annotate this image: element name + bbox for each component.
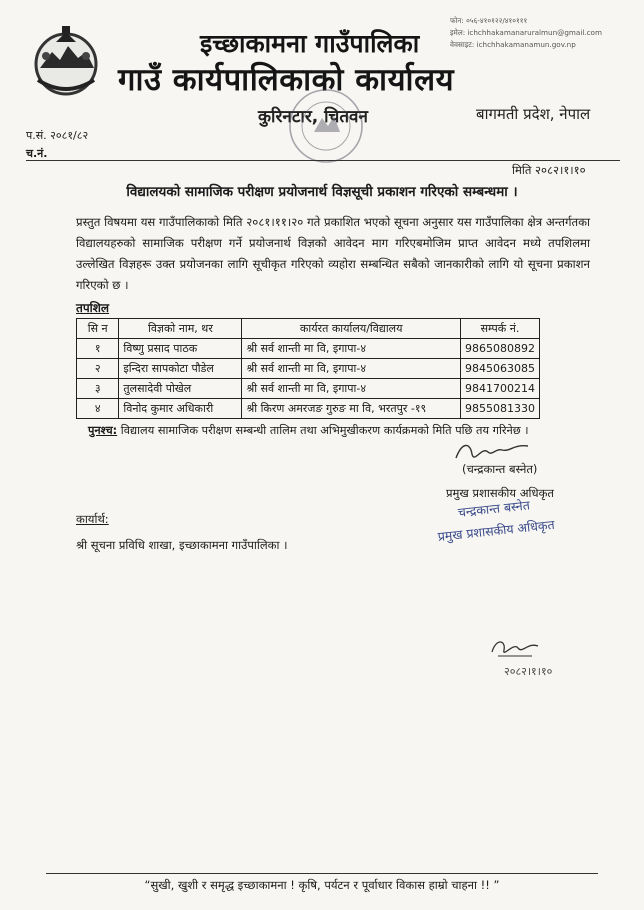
contact-email: इमेल: ichchhakamanaruralmun@gmail.com (450, 28, 602, 37)
footer-divider (46, 873, 598, 874)
nepal-emblem-icon (26, 22, 106, 102)
contact-phone: फोन: ०५६-४१०१२२/४१०१११ (450, 16, 528, 25)
signature-date: २०८२।१।१० (504, 665, 553, 678)
footer-slogan: “सुखी, खुशी र समृद्ध इच्छाकामना ! कृषि, पर्यटन र पूर्वाधार विकास हाम्रो चाहना !! ” (144, 878, 500, 892)
row-office: श्री सर्व शान्ती मा वि, इगापा-४ (242, 339, 461, 359)
signatory-title: प्रमुख प्रशासकीय अधिकृत (446, 486, 554, 500)
office-stamp-icon (286, 86, 366, 166)
col-serial: सि न (77, 319, 119, 339)
row-serial: ४ (77, 399, 119, 419)
table-row (77, 359, 540, 379)
expert-list-table (76, 318, 540, 419)
row-name: विनोद कुमार अधिकारी (119, 399, 242, 419)
for-action-label: कार्यार्थ: (76, 512, 109, 526)
contact-website: वेवसाइट: ichchhakamanamun.gov.np (450, 40, 576, 49)
letter-body: प्रस्तुत विषयमा यस गाउँपालिकाको मिति २०८१।११।२० गते प्रकाशित भएको सूचना अनुसार यस गाउँपालिका क्षेत्र अन्तर्गतका विद्यालयहरुको सामाजिक परीक्षण गर्ने प्रयोजनार्थ विज्ञको आवेदन माग गरिएबमोजिम प्राप्त आवेदन मध्ये तपशिलमा उल्लेखित विज्ञहरू उक्त प्रयोजनका लागि सूचीकृत गरिएको व्यहोरा सम्बन्धित सबैको जानकारीको लागि यो सूचना प्रकाशन गरिएको छ । (76, 215, 590, 292)
dispatch-number: च.नं. (26, 147, 48, 160)
postscript-text: विद्यालय सामाजिक परीक्षण सम्बन्धी तालिम तथा अभिमुखीकरण कार्यक्रमको मिति पछि तय गरिनेछ । (117, 424, 529, 437)
row-phone: 9855081330 (460, 399, 539, 419)
stamp-title: प्रमुख प्रशासकीय अधिकृत (436, 516, 556, 545)
col-phone: सम्पर्क नं. (460, 319, 539, 339)
postscript-note (88, 423, 529, 438)
row-phone: 9845063085 (460, 359, 539, 379)
for-action-recipient: श्री सूचना प्रविधि शाखा, इच्छाकामना गाउँपालिका । (76, 538, 288, 552)
table-row (77, 379, 540, 399)
postscript-label: पुनश्च: (88, 424, 118, 437)
signatory-name: (चन्द्रकान्त बस्नेत) (462, 462, 538, 476)
letter-subject: विद्यालयको सामाजिक परीक्षण प्रयोजनार्थ विज्ञसूची प्रकाशन गरिएको सम्बन्धमा । (126, 184, 518, 200)
signatory-rubber-stamp (418, 490, 572, 549)
table-title: तपशिल (76, 301, 110, 315)
row-office: श्री सर्व शान्ती मा वि, इगापा-४ (242, 359, 461, 379)
row-phone: 9865080892 (460, 339, 539, 359)
row-office: श्री किरण अमरजङ गुरुङ मा वि, भरतपुर -१९ (242, 399, 461, 419)
row-serial: २ (77, 359, 119, 379)
stamp-name: चन्द्रकान्त बस्नेत (457, 497, 531, 520)
table-row (77, 399, 540, 419)
table-header-row (77, 319, 540, 339)
table-row (77, 339, 540, 359)
office-address-local: कुरिनटार, चितवन (258, 107, 368, 127)
reference-number: प.सं. २०८१/८२ (26, 129, 89, 142)
col-name: विज्ञको नाम, थर (119, 319, 242, 339)
office-address-province: बागमती प्रदेश, नेपाल (476, 105, 591, 123)
office-title: गाउँ कार्यपालिकाको कार्यालय (118, 62, 455, 98)
header-divider (26, 160, 620, 161)
signature-icon (488, 636, 542, 662)
row-name: इन्दिरा सापकोटा पौडेल (119, 359, 242, 379)
col-office: कार्यरत कार्यालय/विद्यालय (242, 319, 461, 339)
row-phone: 9841700214 (460, 379, 539, 399)
row-name: तुलसादेवी पोखेल (119, 379, 242, 399)
row-name: विष्णु प्रसाद पाठक (119, 339, 242, 359)
municipality-name: इच्छाकामना गाउँपालिका (200, 29, 420, 58)
row-serial: ३ (77, 379, 119, 399)
contact-info (450, 15, 602, 51)
row-serial: १ (77, 339, 119, 359)
row-office: श्री सर्व शान्ती मा वि, इगापा-४ (242, 379, 461, 399)
letter-date: मिति २०८२।१।१० (512, 163, 586, 177)
